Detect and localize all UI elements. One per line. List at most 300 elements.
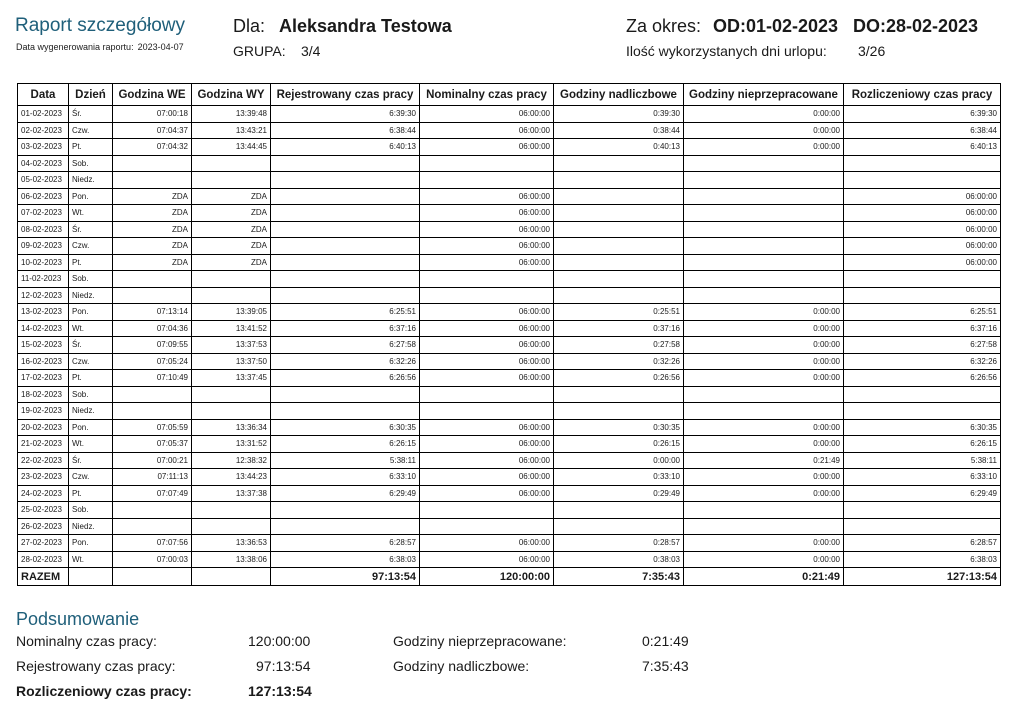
table-row — [18, 353, 1001, 370]
table-row — [18, 370, 1001, 387]
table-cell: 6:40:13 — [271, 139, 420, 156]
table-cell: Pt. — [69, 254, 113, 271]
table-cell: 0:32:26 — [554, 353, 684, 370]
table-cell: 06:00:00 — [420, 551, 554, 568]
table-cell: 6:38:44 — [271, 122, 420, 139]
table-cell — [554, 403, 684, 420]
table-cell: Niedz. — [69, 518, 113, 535]
table-cell — [271, 502, 420, 519]
table-cell: 07:09:55 — [113, 337, 192, 354]
total-cell: 97:13:54 — [271, 568, 420, 586]
table-cell: 6:40:13 — [844, 139, 1001, 156]
table-cell — [113, 502, 192, 519]
table-cell: ZDA — [192, 188, 271, 205]
summary-nominal-value: 120:00:00 — [248, 633, 311, 649]
table-cell: 06:00:00 — [420, 188, 554, 205]
table-cell: 16-02-2023 — [18, 353, 69, 370]
table-cell: Pt. — [69, 139, 113, 156]
table-cell: 13:36:53 — [192, 535, 271, 552]
table-cell — [271, 238, 420, 255]
table-cell: 6:37:16 — [271, 320, 420, 337]
table-cell: Pon. — [69, 535, 113, 552]
table-cell: 0:29:49 — [554, 485, 684, 502]
table-cell — [192, 518, 271, 535]
table-row — [18, 436, 1001, 453]
summary-registered-value: 97:13:54 — [256, 658, 311, 674]
table-cell: 0:00:00 — [684, 106, 844, 123]
table-cell: 0:39:30 — [554, 106, 684, 123]
table-header-row — [18, 84, 1001, 106]
summary-unworked-value: 0:21:49 — [642, 633, 689, 649]
table-cell: 6:25:51 — [271, 304, 420, 321]
table-cell: 07:07:49 — [113, 485, 192, 502]
table-cell: 02-02-2023 — [18, 122, 69, 139]
vacation-value: 3/26 — [858, 43, 886, 59]
table-cell: 07:05:24 — [113, 353, 192, 370]
table-cell: 05-02-2023 — [18, 172, 69, 189]
table-cell — [844, 518, 1001, 535]
table-cell: Czw. — [69, 469, 113, 486]
table-cell: 0:30:35 — [554, 419, 684, 436]
table-cell: 0:37:16 — [554, 320, 684, 337]
table-cell — [684, 403, 844, 420]
table-cell: 06:00:00 — [420, 254, 554, 271]
table-cell: 07:00:03 — [113, 551, 192, 568]
table-cell: 13:44:23 — [192, 469, 271, 486]
table-cell: 12-02-2023 — [18, 287, 69, 304]
col-header: Godziny nieprzepracowane — [684, 84, 844, 106]
table-row — [18, 535, 1001, 552]
table-cell — [684, 502, 844, 519]
table-cell: 6:29:49 — [844, 485, 1001, 502]
table-cell: 6:32:26 — [844, 353, 1001, 370]
table-cell — [420, 403, 554, 420]
table-row — [18, 320, 1001, 337]
table-cell: 0:00:00 — [684, 370, 844, 387]
table-cell: Śr. — [69, 106, 113, 123]
table-cell: 0:00:00 — [554, 452, 684, 469]
table-cell: 0:00:00 — [684, 436, 844, 453]
table-cell: 13:44:45 — [192, 139, 271, 156]
table-cell: 06:00:00 — [420, 320, 554, 337]
table-cell — [420, 502, 554, 519]
summary-settlement-value: 127:13:54 — [248, 683, 312, 699]
table-cell: ZDA — [113, 221, 192, 238]
table-cell: 0:38:03 — [554, 551, 684, 568]
vacation-label: Ilość wykorzystanych dni urlopu: — [626, 43, 827, 59]
table-cell: 01-02-2023 — [18, 106, 69, 123]
table-cell: 14-02-2023 — [18, 320, 69, 337]
table-cell — [271, 271, 420, 288]
table-row — [18, 551, 1001, 568]
table-cell: 13:39:05 — [192, 304, 271, 321]
table-cell: 0:26:56 — [554, 370, 684, 387]
table-cell — [844, 155, 1001, 172]
table-row — [18, 139, 1001, 156]
table-cell: Sob. — [69, 502, 113, 519]
table-cell: 06:00:00 — [420, 535, 554, 552]
total-cell — [69, 568, 113, 586]
table-cell: 6:30:35 — [271, 419, 420, 436]
group-label: GRUPA: — [233, 43, 286, 59]
table-cell: 6:39:30 — [271, 106, 420, 123]
table-cell: 13:37:38 — [192, 485, 271, 502]
table-cell: 0:00:00 — [684, 353, 844, 370]
table-cell — [554, 221, 684, 238]
table-cell: 13-02-2023 — [18, 304, 69, 321]
table-cell — [192, 287, 271, 304]
table-cell: 10-02-2023 — [18, 254, 69, 271]
table-cell: 06:00:00 — [420, 221, 554, 238]
table-row — [18, 122, 1001, 139]
generation-info — [16, 42, 188, 52]
table-cell — [844, 287, 1001, 304]
table-cell — [844, 271, 1001, 288]
table-cell: 6:30:35 — [844, 419, 1001, 436]
table-cell — [844, 386, 1001, 403]
table-cell: 03-02-2023 — [18, 139, 69, 156]
table-cell: Pon. — [69, 304, 113, 321]
table-cell — [271, 403, 420, 420]
table-cell: 0:33:10 — [554, 469, 684, 486]
table-cell — [113, 403, 192, 420]
table-cell: 13:41:52 — [192, 320, 271, 337]
table-cell: 13:37:45 — [192, 370, 271, 387]
table-cell: 5:38:11 — [844, 452, 1001, 469]
group-value: 3/4 — [301, 43, 321, 59]
table-row — [18, 172, 1001, 189]
table-cell: Czw. — [69, 238, 113, 255]
table-cell — [420, 155, 554, 172]
table-cell — [554, 518, 684, 535]
table-cell — [271, 287, 420, 304]
table-cell: 0:00:00 — [684, 139, 844, 156]
table-cell — [420, 386, 554, 403]
table-row — [18, 106, 1001, 123]
col-header: Rejestrowany czas pracy — [271, 84, 420, 106]
col-header: Godzina WY — [192, 84, 271, 106]
total-cell — [192, 568, 271, 586]
table-cell — [420, 518, 554, 535]
table-cell: 20-02-2023 — [18, 419, 69, 436]
table-cell: ZDA — [192, 238, 271, 255]
table-cell: 19-02-2023 — [18, 403, 69, 420]
table-cell: ZDA — [192, 254, 271, 271]
table-cell: Niedz. — [69, 403, 113, 420]
table-cell — [192, 172, 271, 189]
table-cell — [554, 287, 684, 304]
table-cell: 07:04:36 — [113, 320, 192, 337]
table-cell: 06:00:00 — [844, 205, 1001, 222]
table-cell: 0:00:00 — [684, 337, 844, 354]
employee-label: Dla: — [233, 16, 266, 36]
table-cell — [684, 254, 844, 271]
table-cell: 0:00:00 — [684, 485, 844, 502]
table-cell — [113, 271, 192, 288]
table-cell: 0:27:58 — [554, 337, 684, 354]
table-cell — [192, 271, 271, 288]
table-cell — [684, 518, 844, 535]
table-cell: 06:00:00 — [844, 254, 1001, 271]
table-cell: 6:38:03 — [844, 551, 1001, 568]
table-cell: Wt. — [69, 551, 113, 568]
period-to: DO:28-02-2023 — [853, 16, 979, 36]
table-cell: 0:28:57 — [554, 535, 684, 552]
table-cell: 06:00:00 — [420, 419, 554, 436]
table-cell: 24-02-2023 — [18, 485, 69, 502]
table-cell: ZDA — [113, 238, 192, 255]
table-cell — [113, 287, 192, 304]
table-cell: 6:26:56 — [844, 370, 1001, 387]
table-cell — [271, 188, 420, 205]
table-cell: Śr. — [69, 337, 113, 354]
table-row — [18, 188, 1001, 205]
table-row — [18, 238, 1001, 255]
col-header: Godziny nadliczbowe — [554, 84, 684, 106]
table-cell: 6:38:03 — [271, 551, 420, 568]
table-cell: ZDA — [113, 188, 192, 205]
table-cell: 07:07:56 — [113, 535, 192, 552]
table-cell: 07:05:59 — [113, 419, 192, 436]
summary-overtime-label: Godziny nadliczbowe: — [393, 658, 530, 674]
table-cell — [844, 502, 1001, 519]
table-cell — [554, 271, 684, 288]
table-row — [18, 518, 1001, 535]
table-cell: 06:00:00 — [844, 221, 1001, 238]
table-cell — [844, 172, 1001, 189]
table-cell — [271, 155, 420, 172]
table-cell: 6:26:56 — [271, 370, 420, 387]
table-cell: 13:31:52 — [192, 436, 271, 453]
table-cell: Pon. — [69, 188, 113, 205]
table-cell — [554, 155, 684, 172]
table-cell — [554, 238, 684, 255]
table-cell: 21-02-2023 — [18, 436, 69, 453]
table-cell: 06:00:00 — [420, 337, 554, 354]
table-cell: 25-02-2023 — [18, 502, 69, 519]
table-cell: 07:11:13 — [113, 469, 192, 486]
table-cell — [271, 386, 420, 403]
table-cell — [684, 172, 844, 189]
table-cell: 06:00:00 — [420, 370, 554, 387]
table-cell: 0:00:00 — [684, 551, 844, 568]
table-cell: Niedz. — [69, 287, 113, 304]
table-cell: Śr. — [69, 221, 113, 238]
table-cell — [684, 155, 844, 172]
table-cell: Wt. — [69, 205, 113, 222]
table-cell — [420, 271, 554, 288]
table-cell — [113, 155, 192, 172]
table-cell: 28-02-2023 — [18, 551, 69, 568]
table-cell: 0:00:00 — [684, 419, 844, 436]
table-cell — [684, 271, 844, 288]
table-cell: 06:00:00 — [420, 106, 554, 123]
table-cell: 0:00:00 — [684, 304, 844, 321]
table-cell: 6:39:30 — [844, 106, 1001, 123]
table-cell: 11-02-2023 — [18, 271, 69, 288]
table-cell — [684, 188, 844, 205]
table-cell: 5:38:11 — [271, 452, 420, 469]
table-cell: 0:38:44 — [554, 122, 684, 139]
table-cell: 06:00:00 — [420, 452, 554, 469]
table-cell — [554, 188, 684, 205]
table-cell — [271, 518, 420, 535]
table-cell: 6:26:15 — [844, 436, 1001, 453]
summary-settlement-label: Rozliczeniowy czas pracy: — [16, 683, 192, 699]
table-cell — [192, 403, 271, 420]
table-cell — [844, 403, 1001, 420]
table-cell: 6:38:44 — [844, 122, 1001, 139]
table-cell — [192, 386, 271, 403]
table-cell — [684, 205, 844, 222]
table-cell: 06:00:00 — [420, 353, 554, 370]
table-cell — [684, 386, 844, 403]
table-row — [18, 221, 1001, 238]
generation-date: 2023-04-07 — [137, 42, 184, 52]
table-cell: 06:00:00 — [844, 238, 1001, 255]
table-row — [18, 205, 1001, 222]
table-cell: 0:21:49 — [684, 452, 844, 469]
table-cell: 08-02-2023 — [18, 221, 69, 238]
col-header: Nominalny czas pracy — [420, 84, 554, 106]
table-cell — [420, 287, 554, 304]
table-cell — [192, 155, 271, 172]
col-header: Data — [18, 84, 69, 106]
table-cell: 6:27:58 — [844, 337, 1001, 354]
table-cell — [420, 172, 554, 189]
table-cell: 0:25:51 — [554, 304, 684, 321]
table-cell: 15-02-2023 — [18, 337, 69, 354]
total-row — [18, 568, 1001, 586]
col-header: Godzina WE — [113, 84, 192, 106]
table-cell: 0:26:15 — [554, 436, 684, 453]
total-cell: 120:00:00 — [420, 568, 554, 586]
table-cell — [271, 254, 420, 271]
table-cell: 06:00:00 — [420, 485, 554, 502]
table-cell: ZDA — [113, 254, 192, 271]
table-row — [18, 254, 1001, 271]
report-title: Raport szczegółowy — [15, 15, 186, 36]
table-cell: 0:00:00 — [684, 535, 844, 552]
period-label: Za okres: — [626, 16, 702, 36]
table-cell: 06:00:00 — [844, 188, 1001, 205]
table-cell: Pt. — [69, 370, 113, 387]
table-cell: 6:25:51 — [844, 304, 1001, 321]
table-cell — [684, 287, 844, 304]
table-cell: 07:04:32 — [113, 139, 192, 156]
table-cell: 6:28:57 — [844, 535, 1001, 552]
table-cell — [271, 221, 420, 238]
table-cell — [684, 221, 844, 238]
summary-overtime-value: 7:35:43 — [642, 658, 689, 674]
col-header: Dzień — [69, 84, 113, 106]
table-cell: Pon. — [69, 419, 113, 436]
table-cell: 07:05:37 — [113, 436, 192, 453]
table-row — [18, 155, 1001, 172]
table-cell: 6:27:58 — [271, 337, 420, 354]
table-cell: 07-02-2023 — [18, 205, 69, 222]
total-cell: 7:35:43 — [554, 568, 684, 586]
table-cell: 07:04:37 — [113, 122, 192, 139]
table-cell — [192, 502, 271, 519]
table-cell: 18-02-2023 — [18, 386, 69, 403]
table-cell: Sob. — [69, 155, 113, 172]
table-row — [18, 469, 1001, 486]
table-cell: 6:29:49 — [271, 485, 420, 502]
table-cell: 07:00:18 — [113, 106, 192, 123]
summary-registered-label: Rejestrowany czas pracy: — [16, 658, 176, 674]
table-cell — [113, 172, 192, 189]
table-cell — [113, 518, 192, 535]
table-cell: 13:37:53 — [192, 337, 271, 354]
table-cell: 13:39:48 — [192, 106, 271, 123]
table-cell: 6:26:15 — [271, 436, 420, 453]
table-cell: 06:00:00 — [420, 122, 554, 139]
table-cell: 06:00:00 — [420, 139, 554, 156]
table-row — [18, 304, 1001, 321]
col-header: Rozliczeniowy czas pracy — [844, 84, 1001, 106]
table-cell — [554, 205, 684, 222]
table-cell: 13:43:21 — [192, 122, 271, 139]
total-cell: RAZEM — [18, 568, 69, 586]
table-cell — [554, 172, 684, 189]
table-row — [18, 337, 1001, 354]
summary-nominal-label: Nominalny czas pracy: — [16, 633, 157, 649]
table-cell: 6:32:26 — [271, 353, 420, 370]
table-cell: 6:33:10 — [844, 469, 1001, 486]
table-cell: 0:40:13 — [554, 139, 684, 156]
table-cell: 0:00:00 — [684, 469, 844, 486]
table-cell: 04-02-2023 — [18, 155, 69, 172]
table-cell: 06:00:00 — [420, 304, 554, 321]
table-cell: 06:00:00 — [420, 238, 554, 255]
table-cell: 6:37:16 — [844, 320, 1001, 337]
table-cell: 13:38:06 — [192, 551, 271, 568]
table-cell: 13:36:34 — [192, 419, 271, 436]
table-cell: 0:00:00 — [684, 122, 844, 139]
table-cell: 07:13:14 — [113, 304, 192, 321]
table-cell: 09-02-2023 — [18, 238, 69, 255]
table-cell: 27-02-2023 — [18, 535, 69, 552]
table-cell: 13:37:50 — [192, 353, 271, 370]
table-cell: Wt. — [69, 320, 113, 337]
table-cell: 07:00:21 — [113, 452, 192, 469]
table-row — [18, 386, 1001, 403]
table-cell: 23-02-2023 — [18, 469, 69, 486]
summary-title: Podsumowanie — [16, 609, 140, 629]
table-cell: Niedz. — [69, 172, 113, 189]
period-from: OD:01-02-2023 — [713, 16, 839, 36]
table-cell: Sob. — [69, 386, 113, 403]
table-cell — [554, 254, 684, 271]
table-cell: 06-02-2023 — [18, 188, 69, 205]
table-cell: Sob. — [69, 271, 113, 288]
total-cell: 127:13:54 — [844, 568, 1001, 586]
table-cell: Śr. — [69, 452, 113, 469]
table-cell: ZDA — [113, 205, 192, 222]
table-cell: 17-02-2023 — [18, 370, 69, 387]
total-cell: 0:21:49 — [684, 568, 844, 586]
table-cell: 6:28:57 — [271, 535, 420, 552]
table-cell: 0:00:00 — [684, 320, 844, 337]
table-cell: Czw. — [69, 353, 113, 370]
table-cell: Wt. — [69, 436, 113, 453]
table-cell: 12:38:32 — [192, 452, 271, 469]
table-cell — [113, 386, 192, 403]
table-cell: 22-02-2023 — [18, 452, 69, 469]
table-cell: 6:33:10 — [271, 469, 420, 486]
table-cell: 07:10:49 — [113, 370, 192, 387]
